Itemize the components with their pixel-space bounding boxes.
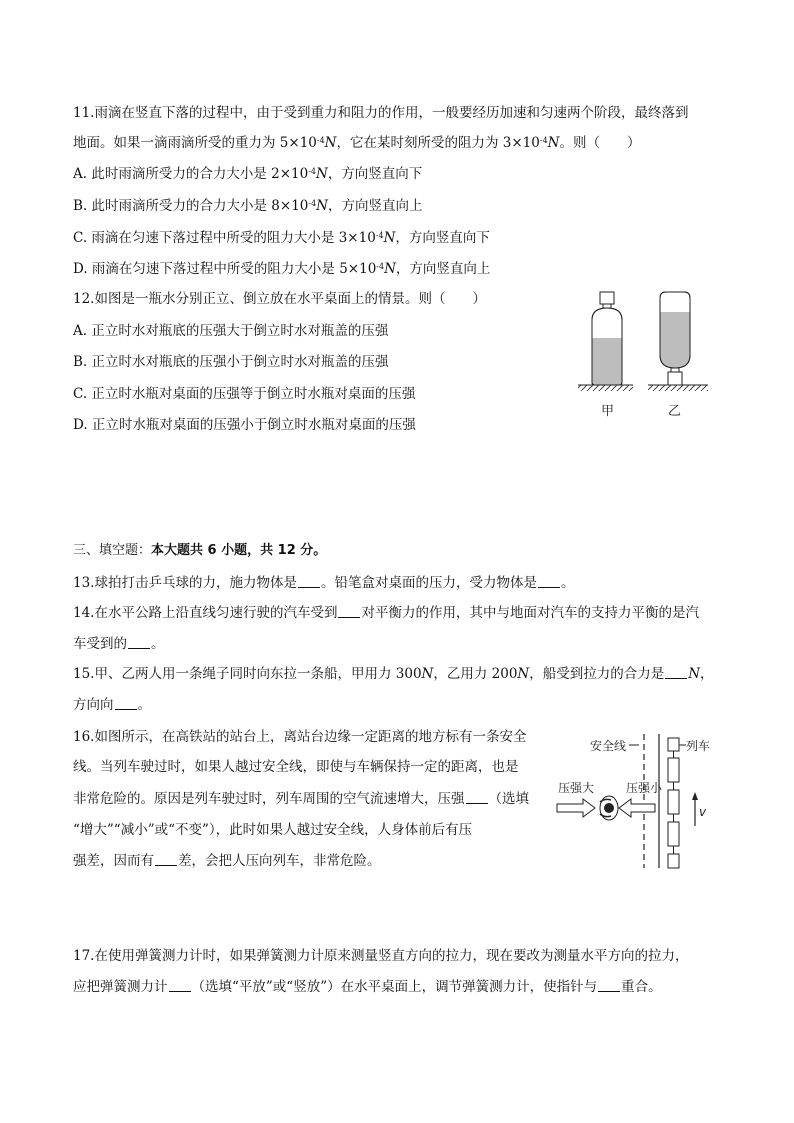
answer-blank[interactable] xyxy=(598,977,620,992)
q15-line2: 方向向 。 xyxy=(73,697,151,713)
low-pressure-arrow xyxy=(619,799,655,817)
label-velocity: v xyxy=(699,805,707,819)
q11-option-b: B. 此时雨滴所受力的合力大小是 $8\times 10^{-4}N$，方向竖直向上 xyxy=(73,198,423,214)
answer-blank[interactable] xyxy=(466,789,488,804)
answer-blank[interactable] xyxy=(169,977,191,992)
q17-line2: 应把弹簧测力计 （选填“平放”或“竖放”）在水平桌面上，调节弹簧测力计，使指针与 重合。 xyxy=(73,979,662,995)
q12-stem: 12.如图是一瓶水分别正立、倒立放在水平桌面上的情景。则（ ） xyxy=(73,291,486,307)
q12-option-d: D. 正立时水瓶对桌面的压强小于倒立时水瓶对桌面的压强 xyxy=(73,417,416,433)
q11-stem-line1: 11.雨滴在竖直下落的过程中，由于受到重力和阻力的作用，一般要经历加速和匀速两个阶段，最终落到 xyxy=(73,105,689,121)
q12-option-b: B. 正立时水对瓶底的压强小于倒立时水对瓶盖的压强 xyxy=(73,354,389,370)
label-train: 列车 xyxy=(686,739,711,753)
q16-line1: 16.如图所示，在高铁站的站台上，离站台边缘一定距离的地方标有一条安全 xyxy=(73,729,527,745)
label-yi: 乙 xyxy=(668,404,682,419)
q17-line1: 17.在使用弹簧测力计时，如果弹簧测力计原来测量竖直方向的拉力，现在要改为测量水平方向的拉力， xyxy=(73,948,689,964)
q13: 13.球拍打击乒乓球的力，施力物体是 。铅笔盒对桌面的压力，受力物体是 。 xyxy=(73,575,575,591)
train-platform-figure xyxy=(555,728,760,873)
answer-blank[interactable] xyxy=(128,634,150,649)
q16-line5: 强差，因而有 差，会把人压向列车，非常危险。 xyxy=(73,853,381,869)
label-safety-line: 安全线 xyxy=(590,739,627,753)
label-high-pressure: 压强大 xyxy=(558,781,595,795)
inverted-bottle xyxy=(660,292,690,385)
label-jia: 甲 xyxy=(601,404,615,419)
q16-line3: 非常危险的。原因是列车驶过时，列车周围的空气流速增大，压强 （选填 xyxy=(73,791,529,807)
q11-stem-line2: 地面。如果一滴雨滴所受的重力为 $5\times 10^{-4}N$，它在某时刻所受的阻力为 $3\times 10^{-4}N$。则（ ） xyxy=(73,135,641,151)
section-3-heading: 三、填空题：本大题共 6 小题，共 12 分。 xyxy=(73,543,327,558)
person-icon xyxy=(600,796,618,820)
q12-option-a: A. 正立时水对瓶底的压强大于倒立时水对瓶盖的压强 xyxy=(73,323,389,339)
label-low-pressure: 压强小 xyxy=(626,781,663,795)
q11-option-d: D. 雨滴在匀速下落过程中所受的阻力大小是 $5\times 10^{-4}N$，方向竖直向上 xyxy=(73,261,491,277)
q14-line1: 14.在水平公路上沿直线匀速行驶的汽车受到 对平衡力的作用，其中与地面对汽车的支持力平衡的是汽 xyxy=(73,605,699,621)
high-pressure-arrow xyxy=(557,799,595,817)
upright-bottle xyxy=(592,292,622,385)
q16-line4: “增大”“减小”或“不变”），此时如果人越过安全线，人身体前后有压 xyxy=(73,822,473,838)
q14-line2: 车受到的 。 xyxy=(73,636,165,652)
answer-blank[interactable] xyxy=(538,573,560,588)
q12-option-c: C. 正立时水瓶对桌面的压强等于倒立时水瓶对桌面的压强 xyxy=(73,386,416,402)
answer-blank[interactable] xyxy=(338,603,360,618)
q11-option-c: C. 雨滴在匀速下落过程中所受的阻力大小是 $3\times 10^{-4}N$，方向竖直向下 xyxy=(73,230,490,246)
answer-blank[interactable] xyxy=(115,695,137,710)
answer-blank[interactable] xyxy=(298,573,320,588)
q11-option-a: A. 此时雨滴所受力的合力大小是 $2\times 10^{-4}N$，方向竖直向下 xyxy=(73,166,423,182)
q15-line1: 15.甲、乙两人用一条绳子同时向东拉一条船，甲用力 300N，乙用力 200N，船受到拉力的合力是 N， xyxy=(73,666,714,682)
answer-blank[interactable] xyxy=(155,851,177,866)
bottle-figure xyxy=(570,288,720,423)
answer-blank[interactable] xyxy=(665,664,687,679)
q16-line2: 线。当列车驶过时，如果人越过安全线，即使与车辆保持一定的距离，也是 xyxy=(73,759,519,775)
